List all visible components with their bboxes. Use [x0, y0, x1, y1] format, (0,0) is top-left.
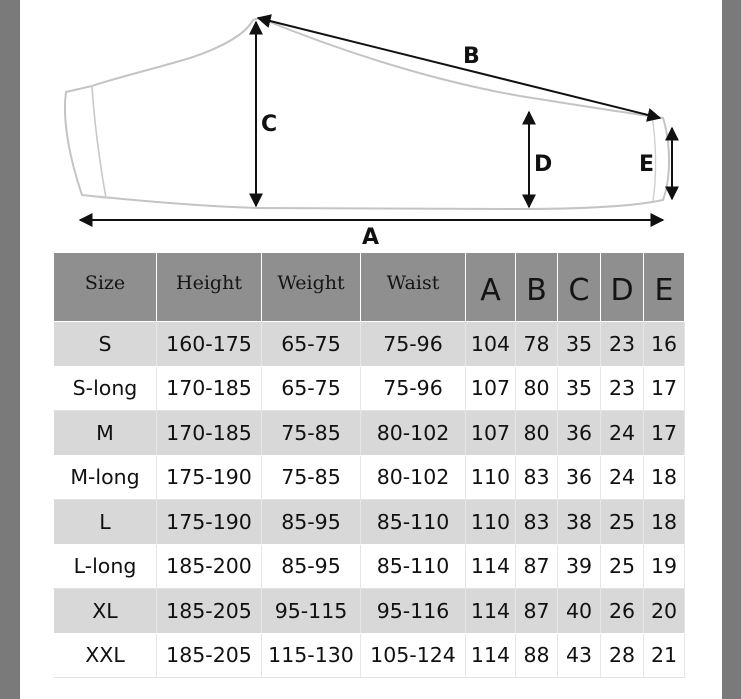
table-row [54, 411, 685, 456]
cell-d: 28 [601, 633, 644, 678]
cell-c: 40 [558, 589, 601, 634]
header-b: B [516, 253, 558, 322]
cell-a: 107 [466, 411, 516, 456]
label-c: C [261, 112, 278, 137]
table-row [54, 366, 685, 411]
cell-waist: 105-124 [361, 633, 466, 678]
cell-height: 185-205 [157, 589, 262, 634]
table-body [54, 322, 685, 678]
cell-size: L-long [54, 544, 157, 589]
table-row [54, 322, 685, 367]
cell-c: 43 [558, 633, 601, 678]
cell-size: S-long [54, 366, 157, 411]
header-row [54, 253, 685, 322]
header-weight: Weight [262, 253, 361, 322]
cell-weight: 65-75 [262, 366, 361, 411]
cell-a: 114 [466, 633, 516, 678]
cell-height: 170-185 [157, 366, 262, 411]
cell-e: 18 [644, 500, 685, 545]
cell-e: 18 [644, 455, 685, 500]
cell-c: 38 [558, 500, 601, 545]
cell-a: 107 [466, 366, 516, 411]
cell-b: 78 [516, 322, 558, 367]
cell-a: 104 [466, 322, 516, 367]
cell-weight: 75-85 [262, 455, 361, 500]
cell-waist: 95-116 [361, 589, 466, 634]
cell-waist: 75-96 [361, 322, 466, 367]
cell-waist: 80-102 [361, 455, 466, 500]
cell-waist: 85-110 [361, 544, 466, 589]
cell-waist: 85-110 [361, 500, 466, 545]
cell-height: 175-190 [157, 500, 262, 545]
cell-b: 83 [516, 500, 558, 545]
header-waist: Waist [361, 253, 466, 322]
cell-d: 25 [601, 544, 644, 589]
size-table [53, 252, 685, 678]
cell-height: 175-190 [157, 455, 262, 500]
header-c: C [558, 253, 601, 322]
cell-size: L [54, 500, 157, 545]
pants-measurement-diagram [20, 0, 722, 250]
cell-a: 114 [466, 589, 516, 634]
cell-d: 24 [601, 411, 644, 456]
cell-weight: 75-85 [262, 411, 361, 456]
cell-c: 35 [558, 366, 601, 411]
cell-e: 17 [644, 366, 685, 411]
cell-a: 110 [466, 455, 516, 500]
cell-size: XXL [54, 633, 157, 678]
table-row [54, 544, 685, 589]
cell-b: 80 [516, 366, 558, 411]
header-d: D [601, 253, 644, 322]
header-height: Height [157, 253, 262, 322]
table-header [54, 253, 685, 322]
cell-size: S [54, 322, 157, 367]
cell-weight: 85-95 [262, 500, 361, 545]
label-d: D [534, 152, 553, 177]
table-row [54, 500, 685, 545]
cell-size: M [54, 411, 157, 456]
cell-d: 26 [601, 589, 644, 634]
cell-weight: 85-95 [262, 544, 361, 589]
cell-e: 16 [644, 322, 685, 367]
cell-d: 24 [601, 455, 644, 500]
size-chart-sheet [20, 0, 722, 699]
cell-b: 87 [516, 589, 558, 634]
cell-b: 80 [516, 411, 558, 456]
cell-d: 25 [601, 500, 644, 545]
cell-c: 39 [558, 544, 601, 589]
cell-waist: 75-96 [361, 366, 466, 411]
cell-height: 160-175 [157, 322, 262, 367]
cell-a: 110 [466, 500, 516, 545]
cell-b: 88 [516, 633, 558, 678]
cell-c: 36 [558, 455, 601, 500]
cell-waist: 80-102 [361, 411, 466, 456]
cell-height: 170-185 [157, 411, 262, 456]
label-b: B [463, 44, 480, 69]
header-a: A [466, 253, 516, 322]
label-a: A [362, 225, 380, 250]
header-e: E [644, 253, 685, 322]
table-row [54, 589, 685, 634]
cell-weight: 65-75 [262, 322, 361, 367]
cell-weight: 95-115 [262, 589, 361, 634]
cell-weight: 115-130 [262, 633, 361, 678]
cell-e: 21 [644, 633, 685, 678]
cell-height: 185-205 [157, 633, 262, 678]
cell-size: M-long [54, 455, 157, 500]
cell-d: 23 [601, 322, 644, 367]
label-e: E [639, 152, 655, 177]
cell-e: 20 [644, 589, 685, 634]
cell-e: 17 [644, 411, 685, 456]
pants-outline-icon [20, 0, 722, 250]
header-size: Size [54, 253, 157, 322]
cell-c: 35 [558, 322, 601, 367]
cell-d: 23 [601, 366, 644, 411]
cell-c: 36 [558, 411, 601, 456]
table-row [54, 633, 685, 678]
cell-a: 114 [466, 544, 516, 589]
table-row [54, 455, 685, 500]
cell-height: 185-200 [157, 544, 262, 589]
cell-b: 87 [516, 544, 558, 589]
cell-b: 83 [516, 455, 558, 500]
cell-e: 19 [644, 544, 685, 589]
cell-size: XL [54, 589, 157, 634]
